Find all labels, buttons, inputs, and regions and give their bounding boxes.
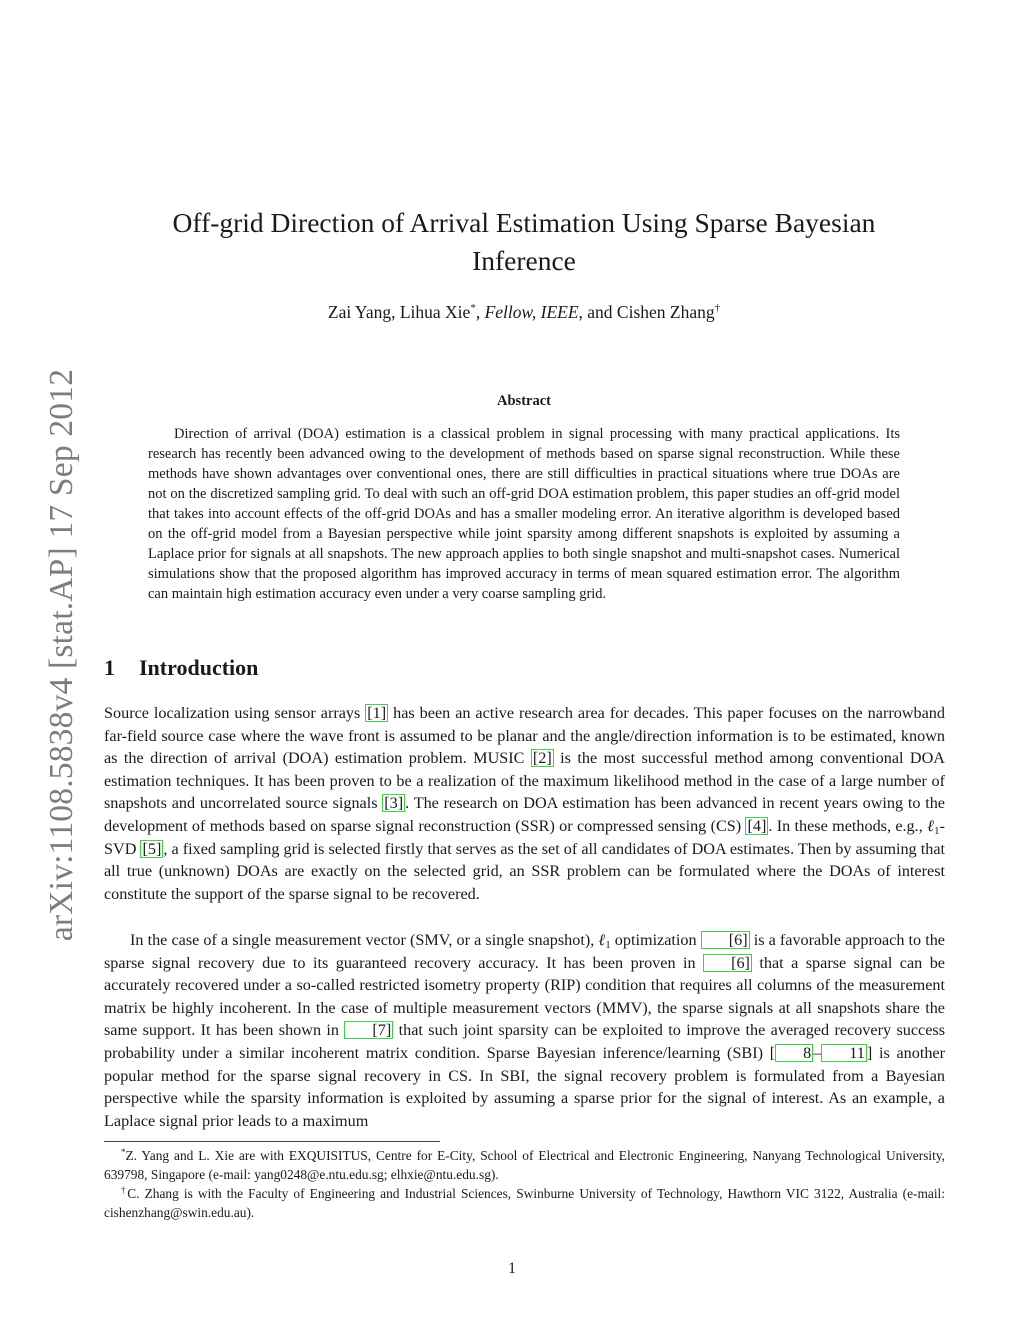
footnote-1-mark: * <box>121 1147 126 1157</box>
section-title: Introduction <box>139 655 259 680</box>
text-run: is the most successful method among conventional DOA estimation techniques. It has been proven to be a realization of the maximum likelihood method in the case of a large number of snapshots and uncorrelated source signals <box>104 749 945 813</box>
author-fellow-title: Fellow, IEEE <box>484 302 579 322</box>
footnote-mark-1[interactable]: * <box>470 302 476 314</box>
text-run: optimization <box>610 931 701 949</box>
footnote-2-mark: † <box>121 1185 128 1195</box>
math-ell: ℓ <box>598 931 606 949</box>
authors-part-1: Zai Yang, Lihua Xie <box>327 302 471 322</box>
text-run: has been an active research area for decades. This paper focuses on the narrowband far-field source case where the wave front is assumed to be planar and the angle/direction information is to be estimated, known as the direction of arrival (DOA) estimation problem. MUSIC <box>104 704 945 768</box>
citation-link[interactable]: [4] <box>747 816 767 835</box>
text-run: ] is another popular method for the sparse signal recovery in CS. In SBI, the signal recovery problem is formulated from a Bayesian perspective while the sparsity information is exploited by assuming a sparse prior for the signal of interest. As an example, a Laplace signal prior leads to a maximum <box>104 1043 946 1130</box>
footnote-1-text: Z. Yang and L. Xie are with EXQUISITUS, Centre for E-City, School of Electrical and Electronic Engineering, Nanyang Technological University, 639798, Singapore (e-mail: yang0248@e.ntu.edu.sg; elhxie@ntu.edu.sg). <box>104 1148 945 1182</box>
text-run: , a fixed sampling grid is selected firstly that serves as the set of all candidates of DOA estimates. Then by assuming that all true (unknown) DOAs are exactly on the selected grid, an SSR problem can be formulated where the DOAs of interest constitute the support of the sparse signal to be recovered. <box>104 839 946 903</box>
citation-link[interactable]: 8 <box>775 1044 813 1062</box>
arxiv-stamp: arXiv:1108.5838v4 [stat.AP] 17 Sep 2012 <box>43 368 80 942</box>
abstract-text: Direction of arrival (DOA) estimation is a classical problem in signal processing with many practical applications. Its research has recently been advanced owing to the development of methods based on sparse signal reconstruction. While these methods have shown advantages over conventional ones, there are still difficulties in practical situations where true DOAs are not on the discretized sampling grid. To deal with such an off-grid DOA estimation problem, this paper studies an off-grid model that takes into account effects of the off-grid DOAs and has a smaller modeling error. An iterative algorithm is developed based on the off-grid model from a Bayesian perspective while joint sparsity among different snapshots is exploited by assuming a Laplace prior for signals at all snapshots. The new approach applies to both single snapshot and multi-snapshot cases. Numerical simulations show that the proposed algorithm has improved accuracy in terms of mean squared estimation error. The algorithm can maintain high estimation accuracy even under a very coarse sampling grid. <box>148 426 900 602</box>
footnote-2-text: C. Zhang is with the Faculty of Engineering and Industrial Sciences, Swinburne University of Technology, Hawthorn VIC 3122, Australia (e-mail: cishenzhang@swin.edu.au). <box>104 1186 946 1220</box>
citation-link[interactable]: [6] <box>703 954 752 972</box>
section-number: 1 <box>104 655 115 680</box>
footnote-1 <box>104 1146 945 1184</box>
text-run: that such joint sparsity can be exploited to improve the averaged recovery success probability under a similar incoherent matrix condition. Sparse Bayesian inference/learning (SBI) [ <box>104 1021 945 1062</box>
footnote-mark-2[interactable]: † <box>714 302 721 314</box>
math-subscript: 1 <box>934 824 940 837</box>
authors-part-2: , and Cishen Zhang <box>578 302 715 322</box>
citation-link[interactable]: [1] <box>367 704 387 722</box>
text-run: that a sparse signal can be accurately recovered under a so-called restricted isometry property (RIP) condition that requires all columns of the measurement matrix be highly incoherent. In the case of multiple measurement vectors (MMV), the sparse signals at all snapshots share the same support. It has been shown in <box>104 953 945 1040</box>
math-symbol <box>598 931 610 949</box>
text-run: In the case of a single measurement vector (SMV, or a single snapshot), <box>130 931 599 949</box>
intro-paragraph-2 <box>104 929 945 1132</box>
text-run: -SVD <box>104 816 945 858</box>
abstract-heading: Abstract <box>497 393 551 409</box>
section-heading-introduction <box>104 655 258 681</box>
title-line-2: Inference <box>472 245 576 276</box>
citation-link[interactable]: [6] <box>701 931 750 949</box>
authors-separator: , <box>475 302 485 322</box>
paper-title <box>104 204 944 280</box>
text-run: – <box>813 1043 822 1062</box>
citation-link[interactable]: [3] <box>384 794 404 813</box>
intro-paragraph-1 <box>104 702 945 905</box>
math-symbol <box>927 817 940 835</box>
citation-link[interactable]: [5] <box>142 839 162 858</box>
math-ell: ℓ <box>927 816 935 835</box>
title-line-1: Off-grid Direction of Arrival Estimation Using Sparse Bayesian <box>172 207 876 238</box>
text-run: Source localization using sensor arrays <box>104 704 366 722</box>
footnote-divider <box>104 1141 440 1142</box>
text-run: . In these methods, e.g., <box>768 816 928 835</box>
citation-link[interactable]: [2] <box>532 749 552 768</box>
text-run: . The research on DOA estimation has been advanced in recent years owing to the development of methods based on sparse signal reconstruction (SSR) or compressed sensing (CS) <box>104 794 945 835</box>
author-line <box>104 300 944 324</box>
citation-link[interactable]: 11 <box>821 1044 867 1062</box>
citation-link[interactable]: [7] <box>344 1021 393 1039</box>
footnote-2 <box>104 1184 945 1222</box>
math-subscript: 1 <box>605 939 611 951</box>
text-run: is a favorable approach to the sparse signal recovery due to its guaranteed recovery accuracy. It has been proven in <box>104 931 945 972</box>
page-number: 1 <box>508 1260 516 1277</box>
